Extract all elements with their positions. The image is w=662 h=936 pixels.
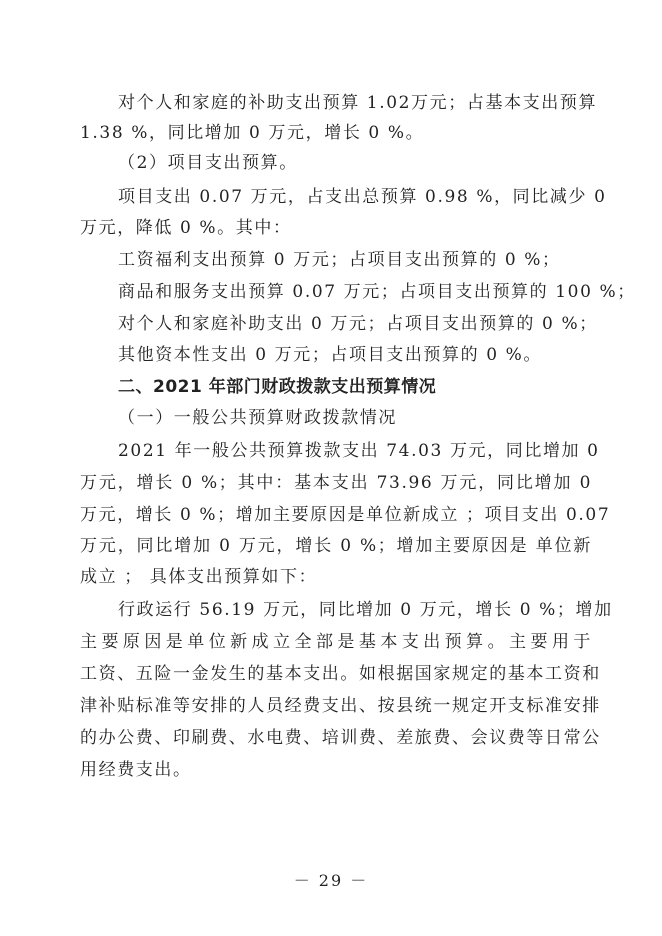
- paragraph-line: 成立 ； 具体支出预算如下：: [80, 567, 318, 587]
- paragraph-line: 万元，增长 0 %；其中：基本支出 73.96 万元，同比增加 0: [80, 473, 592, 493]
- paragraph-line: 工资福利支出预算 0 万元；占项目支出预算的 0 %；: [118, 250, 561, 270]
- paragraph-line: 对个人和家庭补助支出 0 万元；占项目支出预算的 0 %；: [118, 314, 598, 334]
- paragraph-line: 主要原因是单位新成立全部是基本支出预算。主要用于: [80, 632, 592, 652]
- paragraph-line: 用经费支出。: [80, 760, 192, 780]
- paragraph-line: 1.38 %，同比增加 0 万元，增长 0 %。: [80, 123, 425, 143]
- paragraph-line: 工资、五险一金发生的基本支出。如根据国家规定的基本工资和: [80, 664, 601, 684]
- paragraph-line: 行政运行 56.19 万元，同比增加 0 万元，增长 0 %；增加: [118, 600, 613, 620]
- paragraph-line: 津补贴标准等安排的人员经费支出、按县统一规定开支标准安排: [80, 696, 601, 716]
- paragraph-line: 万元，同比增加 0 万元，增长 0 %；增加主要原因是 单位新: [80, 536, 592, 556]
- paragraph-line: 对个人和家庭的补助支出预算 1.02万元；占基本支出预算: [118, 93, 598, 113]
- paragraph-line: 万元，增长 0 %；增加主要原因是单位新成立 ；项目支出 0.07: [80, 505, 611, 525]
- page-number: － 29 －: [293, 871, 369, 890]
- paragraph-line: 万元，降低 0 %。其中：: [80, 218, 292, 238]
- paragraph-line: 2021 年一般公共预算拨款支出 74.03 万元，同比增加 0: [118, 441, 600, 461]
- paragraph-line: 的办公费、印刷费、水电费、培训费、差旅费、会议费等日常公: [80, 728, 601, 748]
- paragraph-line: 商品和服务支出预算 0.07 万元；占项目支出预算的 100 %；: [118, 282, 636, 302]
- paragraph-line: （2）项目支出预算。: [118, 153, 298, 173]
- paragraph-line: （一）一般公共预算财政拨款情况: [118, 408, 397, 428]
- paragraph-line: 其他资本性支出 0 万元；占项目支出预算的 0 %。: [118, 345, 542, 365]
- section-heading: 二、2021 年部门财政拨款支出预算情况: [118, 377, 437, 397]
- paragraph-line: 项目支出 0.07 万元，占支出总预算 0.98 %，同比减少 0: [118, 187, 607, 207]
